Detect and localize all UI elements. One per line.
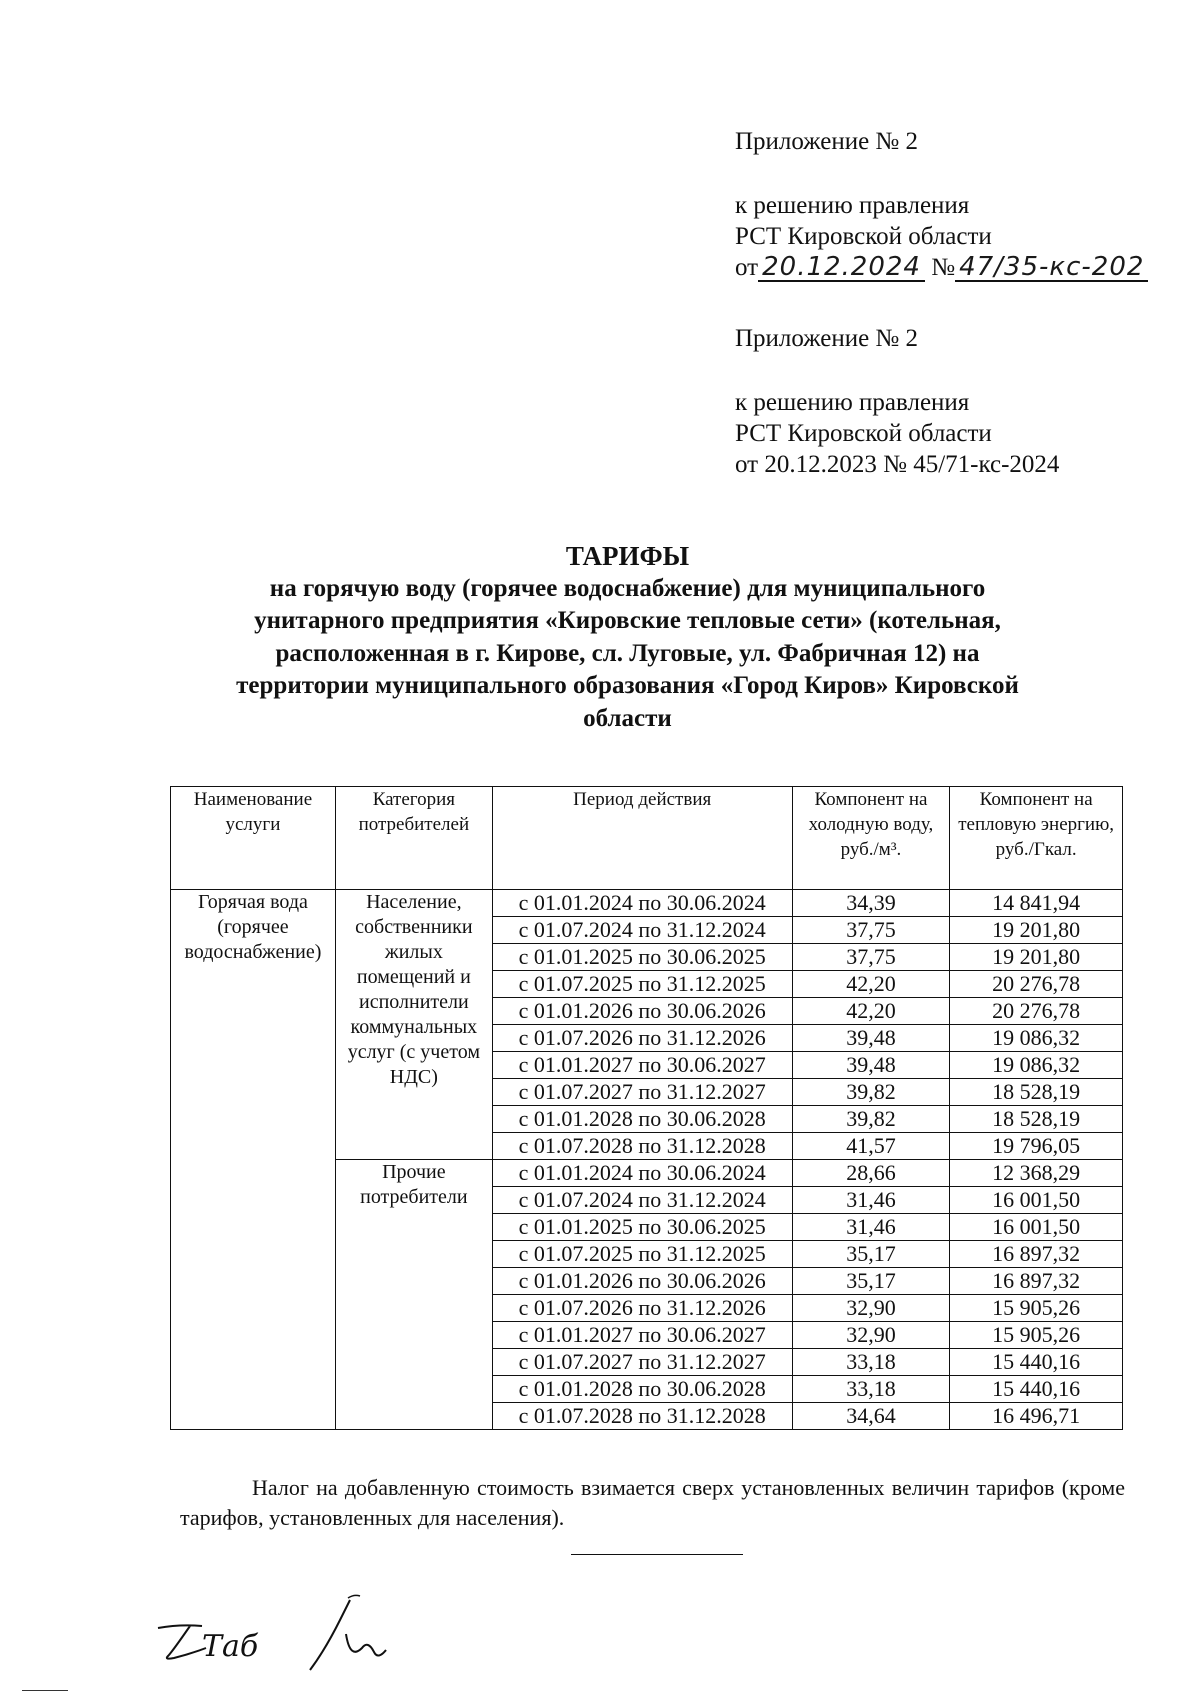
appendix-block-old	[735, 323, 1059, 480]
category-cell: Население, собственники жилых помещений и исполнители коммунальных услуг (с учетом НДС)	[335, 890, 492, 1160]
period-cell: с 01.01.2024 по 30.06.2024	[492, 1160, 792, 1187]
service-name-cell: Горячая вода (горячее водоснабжение)	[171, 890, 336, 1430]
heading-line: на горячую воду (горячее водоснабжение) для муниципального	[269, 574, 986, 602]
cold-water-cell: 33,18	[792, 1376, 950, 1403]
heat-cell: 20 276,78	[950, 971, 1123, 998]
table-body	[171, 890, 1123, 1430]
period-cell: с 01.01.2027 по 30.06.2027	[492, 1052, 792, 1079]
appendix-line: РСТ Кировской области	[735, 420, 992, 447]
appendix-title: Приложение № 2	[735, 128, 919, 155]
appendix-line: к решению правления	[735, 192, 970, 219]
header-service: Наименование услуги	[171, 787, 336, 890]
cold-water-cell: 39,48	[792, 1052, 950, 1079]
period-cell: с 01.07.2026 по 31.12.2026	[492, 1025, 792, 1052]
from-label: от	[735, 254, 759, 281]
heading-line: области	[583, 704, 672, 732]
period-cell: с 01.01.2027 по 30.06.2027	[492, 1322, 792, 1349]
heat-cell: 19 201,80	[950, 917, 1123, 944]
heat-cell: 18 528,19	[950, 1106, 1123, 1133]
cold-water-cell: 33,18	[792, 1349, 950, 1376]
heat-cell: 16 001,50	[950, 1214, 1123, 1241]
period-cell: с 01.07.2024 по 31.12.2024	[492, 1187, 792, 1214]
period-cell: с 01.07.2028 по 31.12.2028	[492, 1403, 792, 1430]
period-cell: с 01.07.2025 по 31.12.2025	[492, 971, 792, 998]
heat-cell: 16 897,32	[950, 1268, 1123, 1295]
cold-water-cell: 42,20	[792, 998, 950, 1025]
cold-water-cell: 37,75	[792, 944, 950, 971]
vat-note-text: Налог на добавленную стоимость взимается сверх установленных величин тарифов (кроме тарифов, установленных для населения).	[180, 1475, 1125, 1530]
cold-water-cell: 42,20	[792, 971, 950, 998]
period-cell: с 01.01.2028 по 30.06.2028	[492, 1376, 792, 1403]
period-cell: с 01.07.2025 по 31.12.2025	[492, 1241, 792, 1268]
heading-line: унитарного предприятия «Кировские тепловые сети» (котельная,	[254, 607, 1001, 634]
appendix-line: РСТ Кировской области	[735, 223, 992, 250]
header-heat: Компонент на тепловую энергию, руб./Гкал.	[950, 787, 1123, 890]
heat-cell: 14 841,94	[950, 890, 1123, 917]
heat-cell: 15 905,26	[950, 1322, 1123, 1349]
corner-mark	[22, 1690, 68, 1691]
cold-water-cell: 31,46	[792, 1187, 950, 1214]
header-cold-water: Компонент на холодную воду, руб./м³.	[792, 787, 950, 890]
heat-cell: 15 905,26	[950, 1295, 1123, 1322]
heat-cell: 19 086,32	[950, 1025, 1123, 1052]
heat-cell: 15 440,16	[950, 1376, 1123, 1403]
appendix-title: Приложение № 2	[735, 325, 919, 352]
heading-line: расположенная в г. Кирове, сл. Луговые, ул. Фабричная 12) на	[275, 639, 980, 667]
heat-cell: 12 368,29	[950, 1160, 1123, 1187]
table-header-row	[171, 787, 1123, 890]
period-cell: с 01.01.2025 по 30.06.2025	[492, 1214, 792, 1241]
period-cell: с 01.07.2024 по 31.12.2024	[492, 917, 792, 944]
cold-water-cell: 35,17	[792, 1241, 950, 1268]
cold-water-cell: 35,17	[792, 1268, 950, 1295]
cold-water-cell: 39,82	[792, 1106, 950, 1133]
heading-line: территории муниципального образования «Город Киров» Кировской	[236, 672, 1019, 699]
heat-cell: 19 086,32	[950, 1052, 1123, 1079]
handwritten-date: 20.12.2024	[758, 254, 925, 282]
document-heading	[160, 540, 1095, 735]
appendix-line: к решению правления	[735, 389, 970, 416]
period-cell: с 01.07.2026 по 31.12.2026	[492, 1295, 792, 1322]
period-cell: с 01.07.2027 по 31.12.2027	[492, 1349, 792, 1376]
heat-cell: 16 897,32	[950, 1241, 1123, 1268]
heat-cell: 15 440,16	[950, 1349, 1123, 1376]
header-category: Категория потребителей	[335, 787, 492, 890]
heat-cell: 19 201,80	[950, 944, 1123, 971]
heat-cell: 16 001,50	[950, 1187, 1123, 1214]
cold-water-cell: 39,82	[792, 1079, 950, 1106]
appendix-date-line	[735, 252, 1148, 283]
signature-scribble	[150, 1590, 410, 1680]
heat-cell: 16 496,71	[950, 1403, 1123, 1430]
number-label: №	[931, 254, 956, 281]
heat-cell: 20 276,78	[950, 998, 1123, 1025]
vat-note	[180, 1473, 1125, 1533]
cold-water-cell: 41,57	[792, 1133, 950, 1160]
tariff-table	[170, 786, 1123, 1430]
cold-water-cell: 32,90	[792, 1295, 950, 1322]
period-cell: с 01.07.2028 по 31.12.2028	[492, 1133, 792, 1160]
cold-water-cell: 34,64	[792, 1403, 950, 1430]
period-cell: с 01.01.2026 по 30.06.2026	[492, 998, 792, 1025]
cold-water-cell: 31,46	[792, 1214, 950, 1241]
header-period: Период действия	[492, 787, 792, 890]
cold-water-cell: 39,48	[792, 1025, 950, 1052]
cold-water-cell: 32,90	[792, 1322, 950, 1349]
table-row	[171, 890, 1123, 917]
period-cell: с 01.01.2024 по 30.06.2024	[492, 890, 792, 917]
cold-water-cell: 28,66	[792, 1160, 950, 1187]
cold-water-cell: 37,75	[792, 917, 950, 944]
document-title: ТАРИФЫ	[565, 541, 690, 571]
category-cell: Прочие потребители	[335, 1160, 492, 1430]
heat-cell: 19 796,05	[950, 1133, 1123, 1160]
period-cell: с 01.01.2025 по 30.06.2025	[492, 944, 792, 971]
period-cell: с 01.01.2026 по 30.06.2026	[492, 1268, 792, 1295]
signature-text: Таб	[202, 1629, 259, 1664]
heat-cell: 18 528,19	[950, 1079, 1123, 1106]
appendix-block-new	[735, 126, 1148, 283]
period-cell: с 01.01.2028 по 30.06.2028	[492, 1106, 792, 1133]
divider	[571, 1554, 743, 1555]
handwritten-number: 47/35-кс-202	[955, 254, 1148, 282]
period-cell: с 01.07.2027 по 31.12.2027	[492, 1079, 792, 1106]
cold-water-cell: 34,39	[792, 890, 950, 917]
handwritten-signature	[150, 1590, 410, 1685]
appendix-line: от 20.12.2023 № 45/71-кс-2024	[735, 451, 1060, 478]
